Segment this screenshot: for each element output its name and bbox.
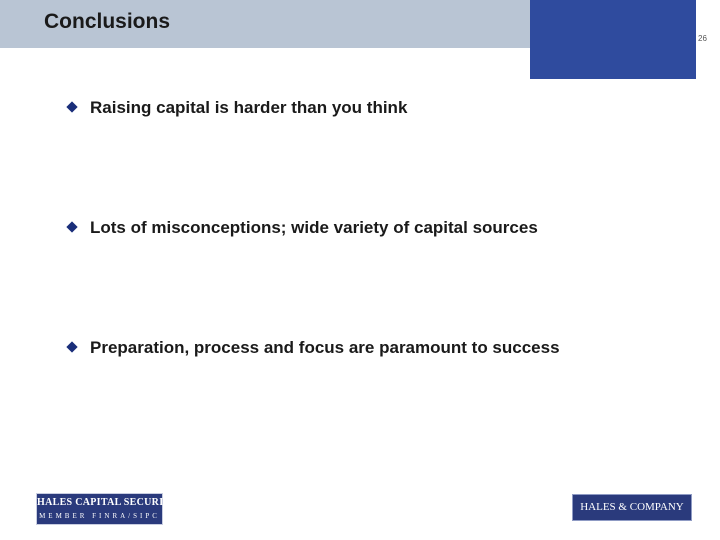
- diamond-bullet-icon: [66, 221, 77, 232]
- slide-title: Conclusions: [44, 10, 171, 33]
- hales-company-logo: HALES & COMPANY: [572, 494, 692, 521]
- bullet-text: Lots of misconceptions; wide variety of capital sources: [90, 218, 538, 237]
- bullet-item-3: [64, 338, 684, 360]
- logo-line-1: HALES CAPITAL SECURITIES: [37, 497, 188, 508]
- logo-line-2: MEMBER FINRA/SIPC: [39, 512, 160, 520]
- bullet-text: Raising capital is harder than you think: [90, 98, 408, 117]
- bullet-text: Preparation, process and focus are paramount to success: [90, 338, 560, 357]
- accent-block: [530, 0, 696, 79]
- bullet-item-1: [64, 98, 684, 120]
- diamond-bullet-icon: [66, 341, 77, 352]
- page-number: 26: [698, 34, 707, 43]
- bullet-item-2: [64, 218, 684, 240]
- diamond-bullet-icon: [66, 101, 77, 112]
- hales-capital-securities-logo: [36, 493, 188, 525]
